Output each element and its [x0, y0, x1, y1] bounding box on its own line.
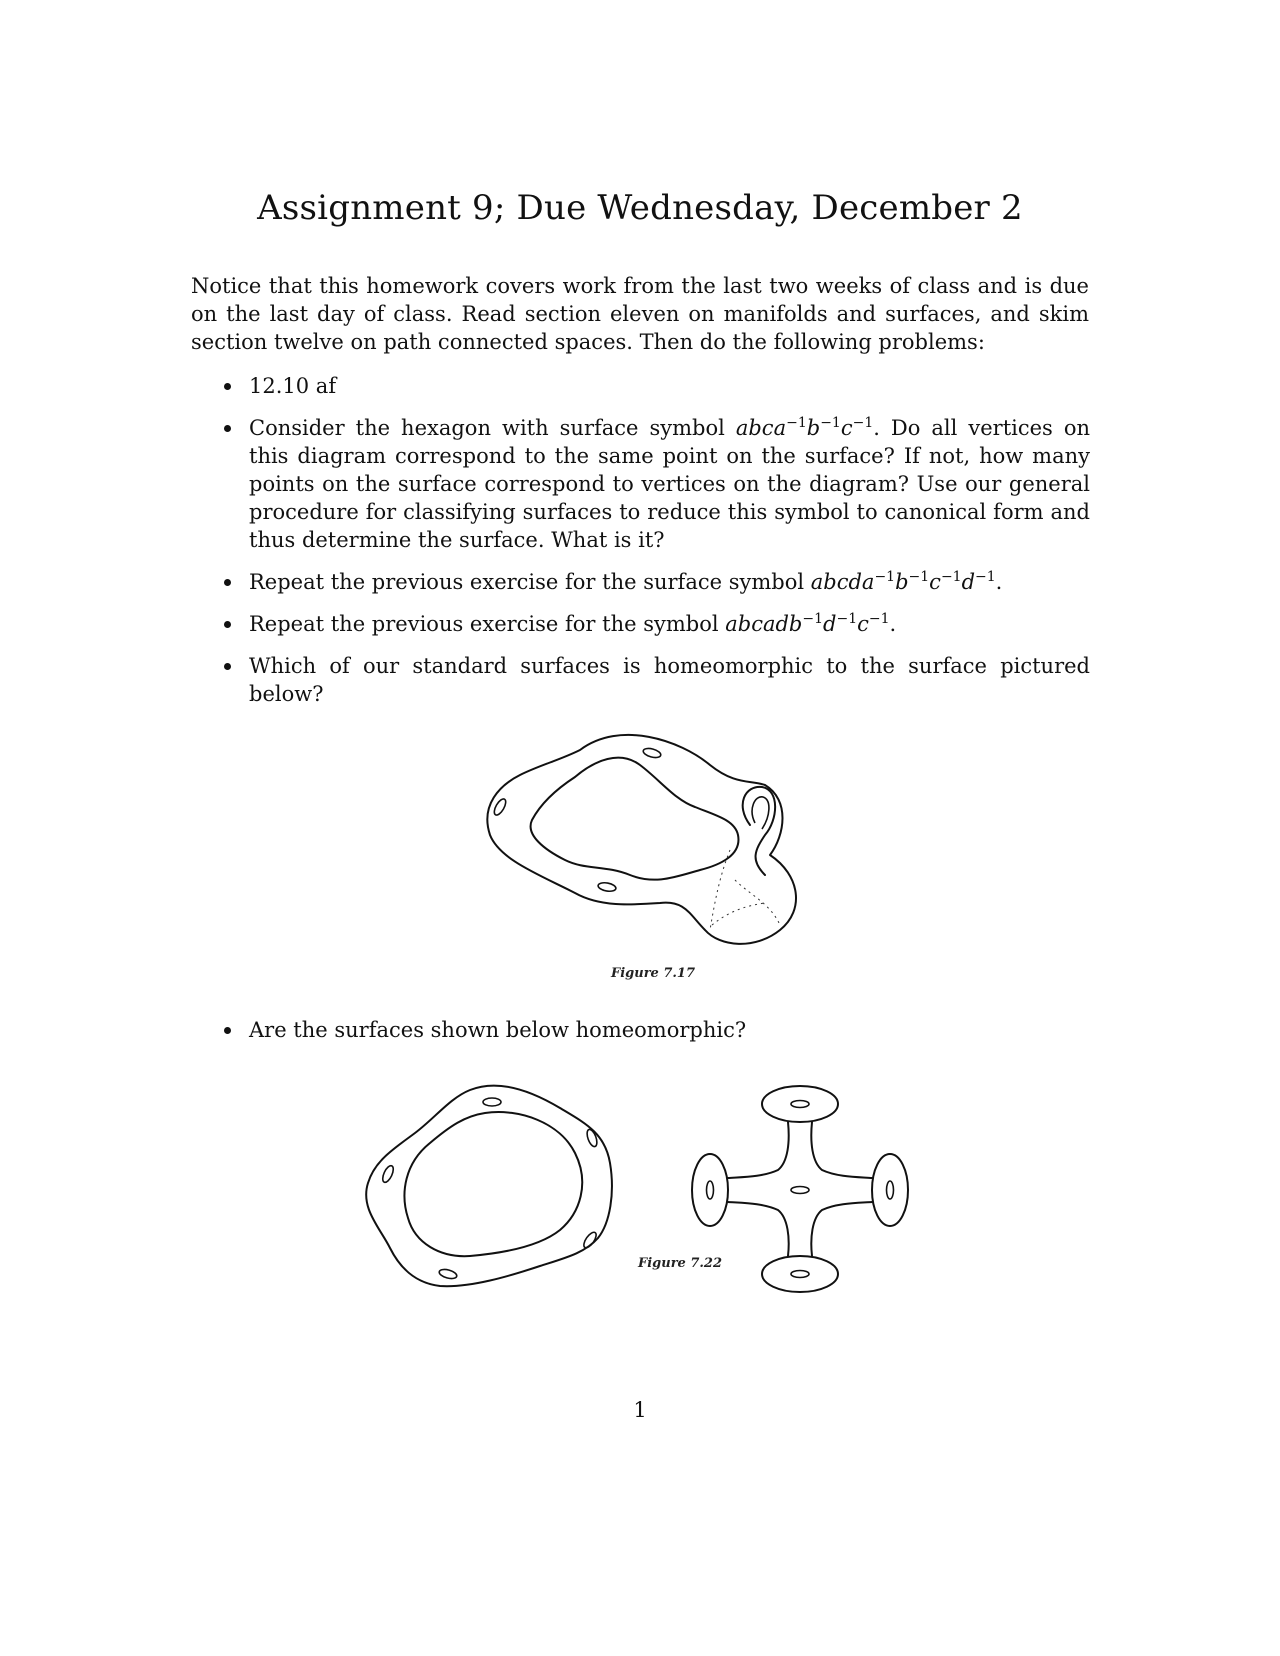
surface-symbol: $abcda^{-1}b^{-1}c^{-1}d^{-1}$ — [810, 569, 996, 594]
list-item — [220, 1016, 1090, 1044]
handle-icon — [597, 881, 616, 892]
ring-inner — [404, 1112, 582, 1256]
problem-6-text: Are the surfaces shown below homeomorphic? — [249, 1018, 747, 1042]
problem-1-text: 12.10 af — [249, 374, 337, 398]
page-title: Assignment 9; Due Wednesday, December 2 — [257, 188, 1023, 228]
problem-5-text: Which of our standard surfaces is homeomorphic to the surface pictured below? — [249, 654, 1090, 706]
problem-2-text: Consider the hexagon with surface symbol — [249, 416, 736, 440]
problem-3-text: Repeat the previous exercise for the surface symbol — [249, 570, 811, 594]
lobe-right — [872, 1154, 908, 1226]
problem-4-text: Repeat the previous exercise for the symbol — [249, 612, 726, 636]
handle-icon — [791, 1271, 809, 1278]
handle-icon — [483, 1098, 501, 1106]
hidden-curve — [712, 903, 765, 925]
list-item — [220, 414, 1090, 554]
list-item: Repeat the previous exercise for the symbol $abcadb^{-1}d^{-1}c^{-1}$. — [220, 610, 1090, 638]
lobe-left — [692, 1154, 728, 1226]
surface-symbol: $abcadb^{-1}d^{-1}c^{-1}$ — [725, 611, 890, 636]
figure-caption: Figure 7.22 — [638, 1256, 723, 1271]
figure-7-17 — [480, 725, 820, 955]
problem-list — [220, 372, 1090, 722]
handle-icon — [381, 1164, 396, 1184]
handle-icon — [642, 747, 661, 759]
hidden-curve — [735, 880, 780, 925]
cross-arms — [728, 1122, 872, 1256]
lobe-bottom — [762, 1256, 838, 1292]
handle-icon — [585, 1128, 599, 1148]
loop-outline — [743, 787, 775, 875]
surface-symbol: $abca^{-1}b^{-1}c^{-1}$ — [735, 415, 874, 440]
page-number: 1 — [633, 1398, 647, 1422]
lobe-top — [762, 1086, 838, 1122]
handle-icon — [791, 1187, 809, 1194]
intro-paragraph: Notice that this homework covers work from the last two weeks of class and is due on the last day of class. Read section eleven on manifolds and surfaces, and skim section twelve on path connected spaces. Then do the following problems: — [191, 274, 1089, 354]
handle-icon — [492, 797, 508, 817]
problem-6 — [220, 1016, 1090, 1058]
problem-2-rest: . Do all vertices on this diagram correspond to the same point on the surface? If not, how many points on the surface correspond to vertices on the diagram? Use our general procedure for classifying surfaces to reduce this symbol to canonical form and thus determine the surface. What is it? — [249, 416, 1090, 552]
handle-icon — [707, 1181, 714, 1199]
ring-outer — [366, 1086, 612, 1287]
loop-inner — [752, 797, 769, 829]
handle-icon — [887, 1181, 894, 1199]
list-item — [220, 652, 1090, 708]
figure-7-22-ring — [360, 1078, 630, 1298]
handle-icon — [791, 1101, 809, 1108]
handle-icon — [438, 1268, 457, 1280]
list-item — [220, 372, 1090, 400]
list-item: Repeat the previous exercise for the surface symbol $abcda^{-1}b^{-1}c^{-1}d^{-1}$. — [220, 568, 1090, 596]
figure-caption: Figure 7.17 — [611, 966, 696, 981]
surface-hole — [531, 758, 739, 880]
